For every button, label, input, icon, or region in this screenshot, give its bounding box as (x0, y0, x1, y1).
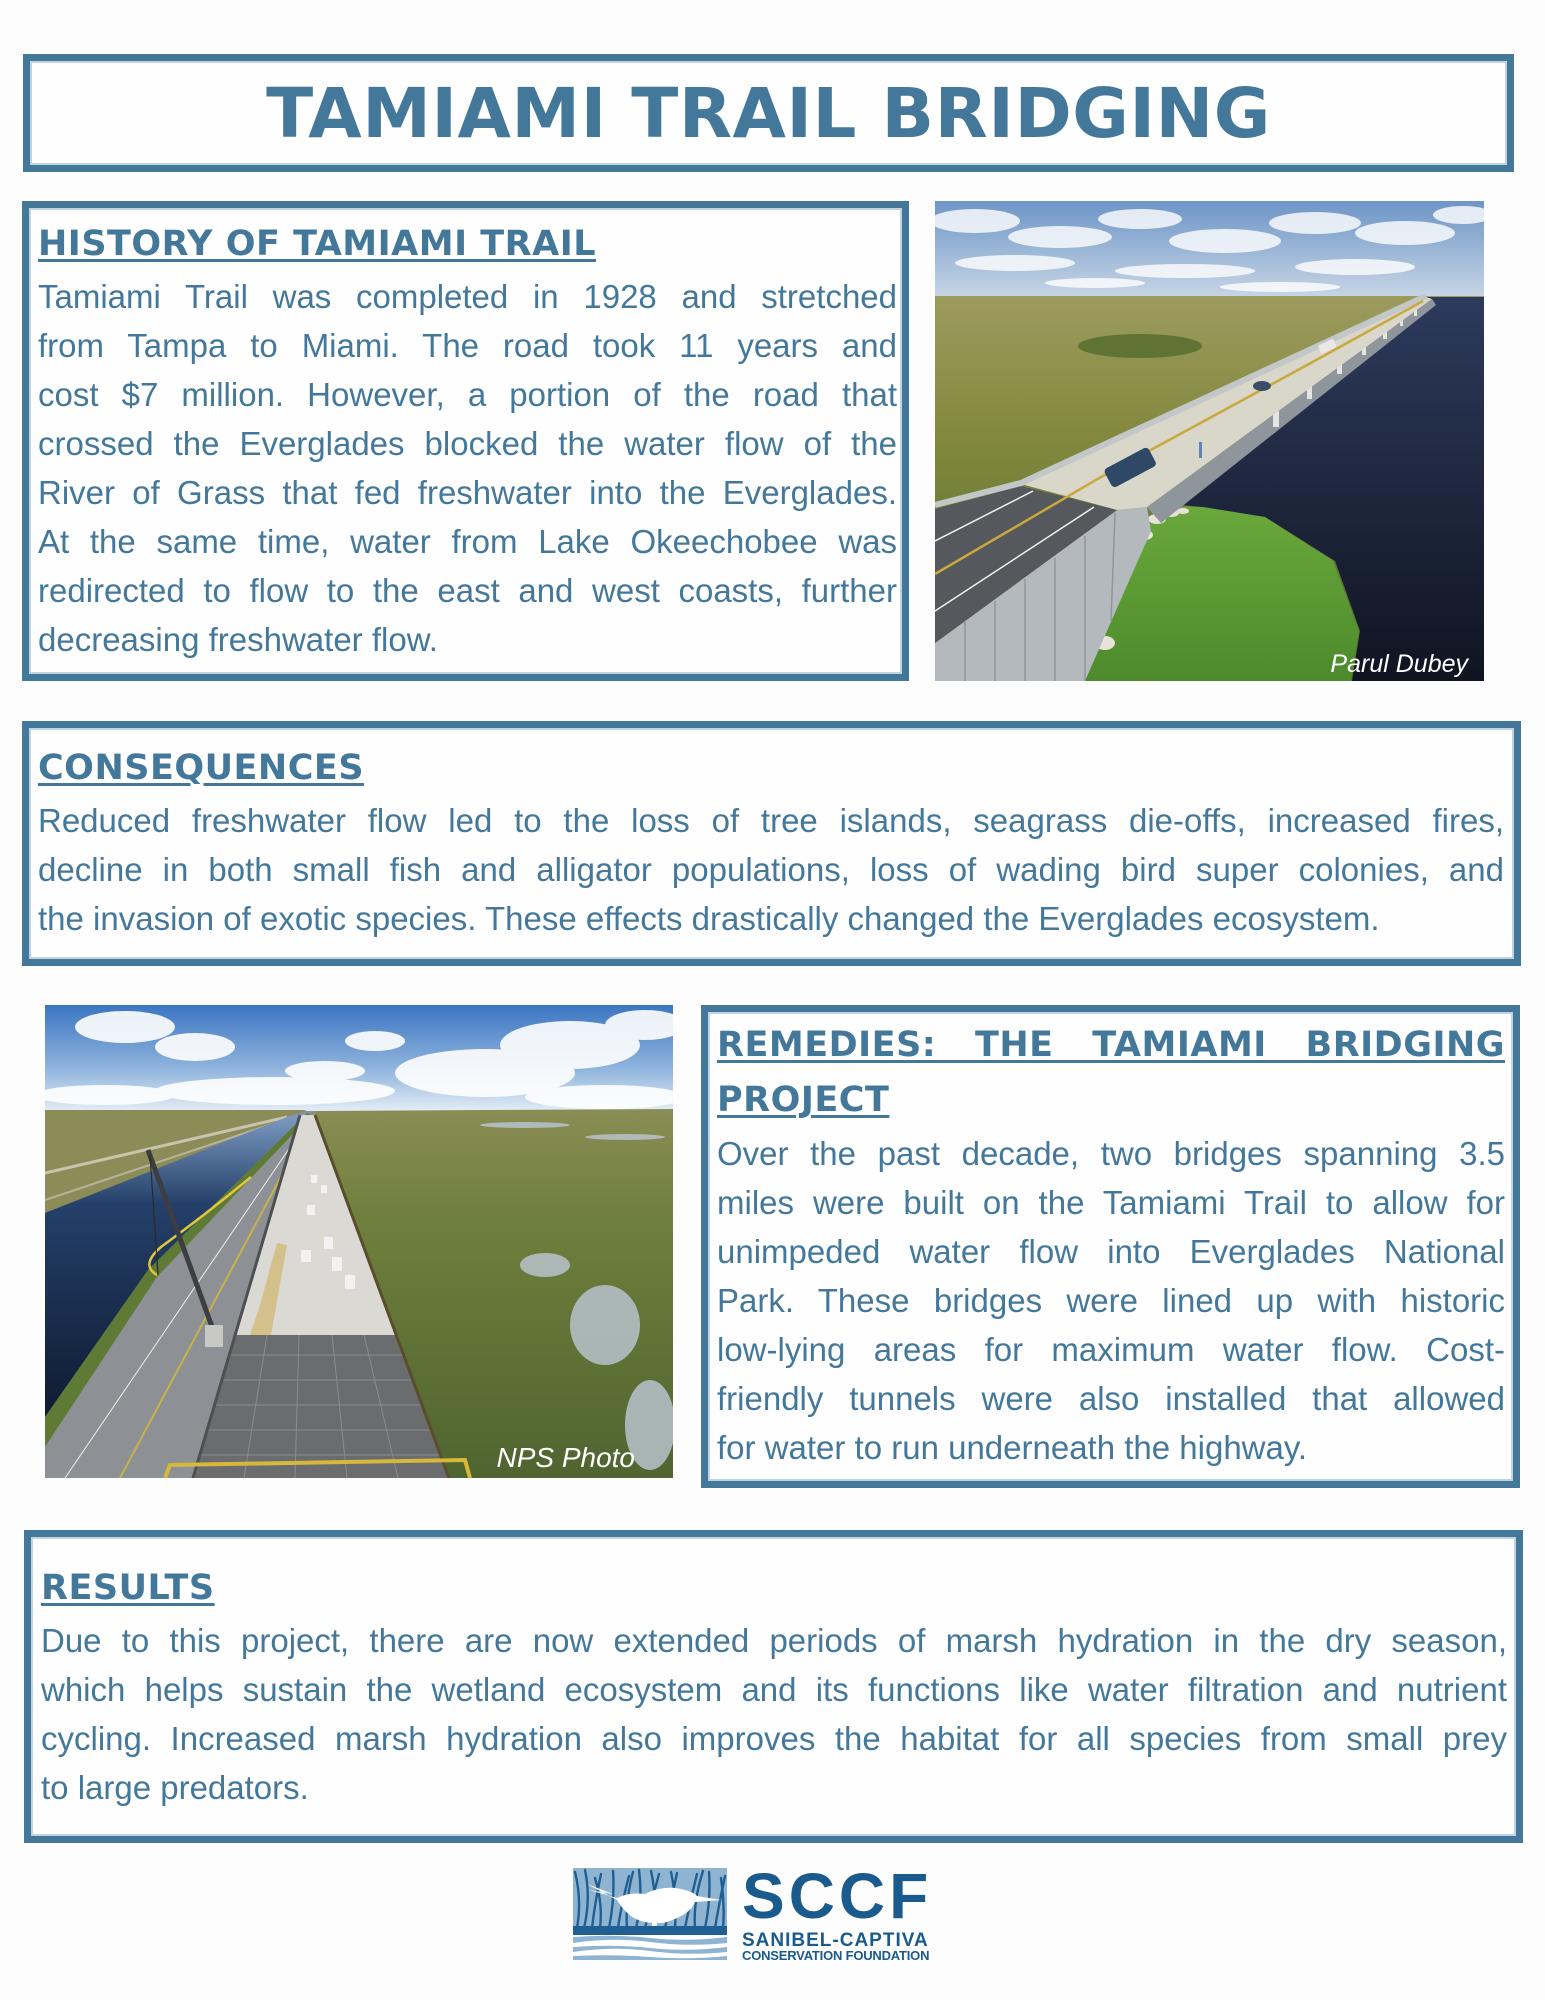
results-line: cycling. Increased marsh hydration also improves the habitat for all species from small prey (41, 1720, 1507, 1757)
history-line: redirected to flow to the east and west coasts, further (38, 572, 897, 609)
photo-credit: NPS Photo (496, 1442, 635, 1473)
sccf-logo-mark (573, 1868, 727, 1960)
remedies-line: Park. These bridges were lined up with historic (717, 1282, 1505, 1319)
remedies-section (701, 1005, 1520, 1488)
remedies-heading (717, 1073, 1505, 1128)
history-heading-text: HISTORY OF TAMIAMI TRAIL (38, 224, 597, 264)
history-line: At the same time, water from Lake Okeechobee was (38, 523, 897, 560)
consequences-line: decline in both small fish and alligator populations, loss of wading bird super colonies, and (38, 851, 1504, 888)
bridge-aerial-photo (935, 201, 1484, 681)
results-heading-text: RESULTS (41, 1568, 215, 1608)
results-line: which helps sustain the wetland ecosystem and its functions like water filtration and nutrient (41, 1671, 1507, 1708)
title-banner (23, 54, 1514, 172)
car (1253, 381, 1271, 391)
results-heading (41, 1567, 1507, 1609)
results-line: to large predators. (41, 1769, 309, 1806)
consequences-heading-text: CONSEQUENCES (38, 748, 365, 788)
bridge-construction-illustration (45, 1005, 673, 1478)
remedies-body (717, 1129, 1505, 1472)
history-line: River of Grass that fed freshwater into the Everglades. (38, 474, 897, 511)
bridge-construction-photo (45, 1005, 673, 1478)
consequences-heading (38, 747, 1504, 789)
history-line: Tamiami Trail was completed in 1928 and stretched (38, 278, 897, 315)
logo-name-line1: SANIBEL-CAPTIVA (742, 1930, 929, 1951)
crane-base (205, 1325, 223, 1347)
history-line: crossed the Everglades blocked the water flow of the (38, 425, 897, 462)
logo-band (573, 1926, 727, 1935)
consequences-body (38, 796, 1504, 943)
remedies-line: low-lying areas for maximum water flow. Cost- (717, 1331, 1505, 1368)
history-body (38, 272, 897, 664)
history-line: decreasing freshwater flow. (38, 621, 438, 658)
bridge-aerial-illustration (935, 201, 1484, 681)
page-title: TAMIAMI TRAIL BRIDGING (266, 74, 1271, 154)
remedies-line: Over the past decade, two bridges spanning 3.5 (717, 1135, 1505, 1172)
results-section (24, 1530, 1523, 1843)
consequences-section (22, 721, 1521, 966)
logo-acronym: SCCF (742, 1860, 933, 1932)
road-sign (1199, 442, 1202, 458)
photo-credit: Parul Dubey (1330, 650, 1468, 678)
consequences-line: the invasion of exotic species. These effects drastically changed the Everglades ecosystem. (38, 900, 1380, 937)
results-line: Due to this project, there are now extended periods of marsh hydration in the dry season, (41, 1622, 1507, 1659)
history-line: from Tampa to Miami. The road took 11 years and (38, 327, 897, 364)
remedies-heading-text: REMEDIES: THE TAMIAMI BRIDGING (717, 1025, 1505, 1065)
logo-name-line2: CONSERVATION FOUNDATION (742, 1948, 930, 1963)
remedies-line: friendly tunnels were also installed that allowed (717, 1380, 1505, 1417)
history-heading (38, 223, 897, 265)
remedies-heading-text: PROJECT (717, 1080, 890, 1120)
tree-island (1078, 334, 1202, 358)
results-body (41, 1616, 1507, 1812)
remedies-line: unimpeded water flow into Everglades National (717, 1233, 1505, 1270)
remedies-heading (717, 1018, 1505, 1073)
history-line: cost $7 million. However, a portion of the road that (38, 376, 897, 413)
remedies-line: miles were built on the Tamiami Trail to allow for (717, 1184, 1505, 1221)
consequences-line: Reduced freshwater flow led to the loss of tree islands, seagrass die-offs, increased fires, (38, 802, 1504, 839)
history-section (22, 201, 909, 681)
remedies-line: for water to run underneath the highway. (717, 1429, 1308, 1466)
